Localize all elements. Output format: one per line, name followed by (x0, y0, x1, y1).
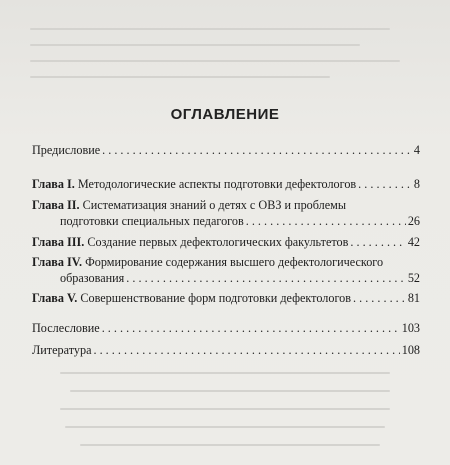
bleed-through-line (60, 372, 390, 374)
bleed-through-line (80, 444, 380, 446)
toc-entry-title: Совершенствование форм подготовки дефектологов (80, 291, 351, 305)
chapter-number: Глава II. (32, 198, 80, 212)
toc-entry-title: Послесловие (32, 321, 100, 335)
toc-entry-chapter-2 (32, 197, 420, 229)
leader-dots (102, 142, 412, 158)
toc-page-number: 103 (401, 321, 420, 335)
bleed-through-line (70, 390, 390, 392)
toc-entry-title: Создание первых дефектологических факультетов (87, 235, 349, 249)
leader-dots (246, 213, 406, 229)
bleed-through-line (30, 76, 330, 78)
leader-dots (93, 342, 399, 358)
leader-dots (353, 290, 406, 306)
toc-page-number: 42 (407, 235, 420, 249)
toc-page-number: 52 (407, 271, 420, 285)
toc-entry-chapter-1 (32, 176, 420, 192)
toc-entry-chapter-4 (32, 254, 420, 286)
toc-entry-title: Методологические аспекты подготовки дефектологов (77, 177, 357, 191)
toc-page-number: 4 (413, 143, 420, 157)
leader-dots (350, 234, 405, 250)
toc-page-number: 108 (401, 343, 420, 357)
chapter-number: Глава V. (32, 291, 78, 305)
bleed-through-line (30, 60, 400, 62)
toc-entry-title: Систематизация знаний о детях с ОВЗ и проблемы (82, 198, 347, 212)
toc-page-number: 26 (407, 214, 420, 228)
bleed-through-line (30, 44, 360, 46)
toc-entry-references (32, 342, 420, 358)
toc-page-number: 81 (407, 291, 420, 305)
toc-entry-preface (32, 142, 420, 158)
bleed-through-line (60, 408, 390, 410)
toc-entry-title: Формирование содержания высшего дефектологического (85, 255, 384, 269)
bleed-through-line (30, 28, 390, 30)
leader-dots (126, 270, 406, 286)
toc-entry-title-cont: образования (60, 271, 125, 285)
toc-entry-chapter-5 (32, 290, 420, 306)
page-title: ОГЛАВЛЕНИЕ (170, 106, 280, 123)
toc-entry-title-cont: подготовки специальных педагогов (60, 214, 244, 228)
toc-entry-afterword (32, 320, 420, 336)
toc-page-number: 8 (413, 177, 420, 191)
leader-dots (102, 320, 400, 336)
chapter-number: Глава I. (32, 177, 75, 191)
bleed-through-line (65, 426, 385, 428)
chapter-number: Глава IV. (32, 255, 83, 269)
leader-dots (358, 176, 412, 192)
toc-entry-title: Литература (32, 343, 92, 357)
toc-entry-chapter-3 (32, 234, 420, 250)
toc-entry-title: Предисловие (32, 143, 101, 157)
chapter-number: Глава III. (32, 235, 85, 249)
